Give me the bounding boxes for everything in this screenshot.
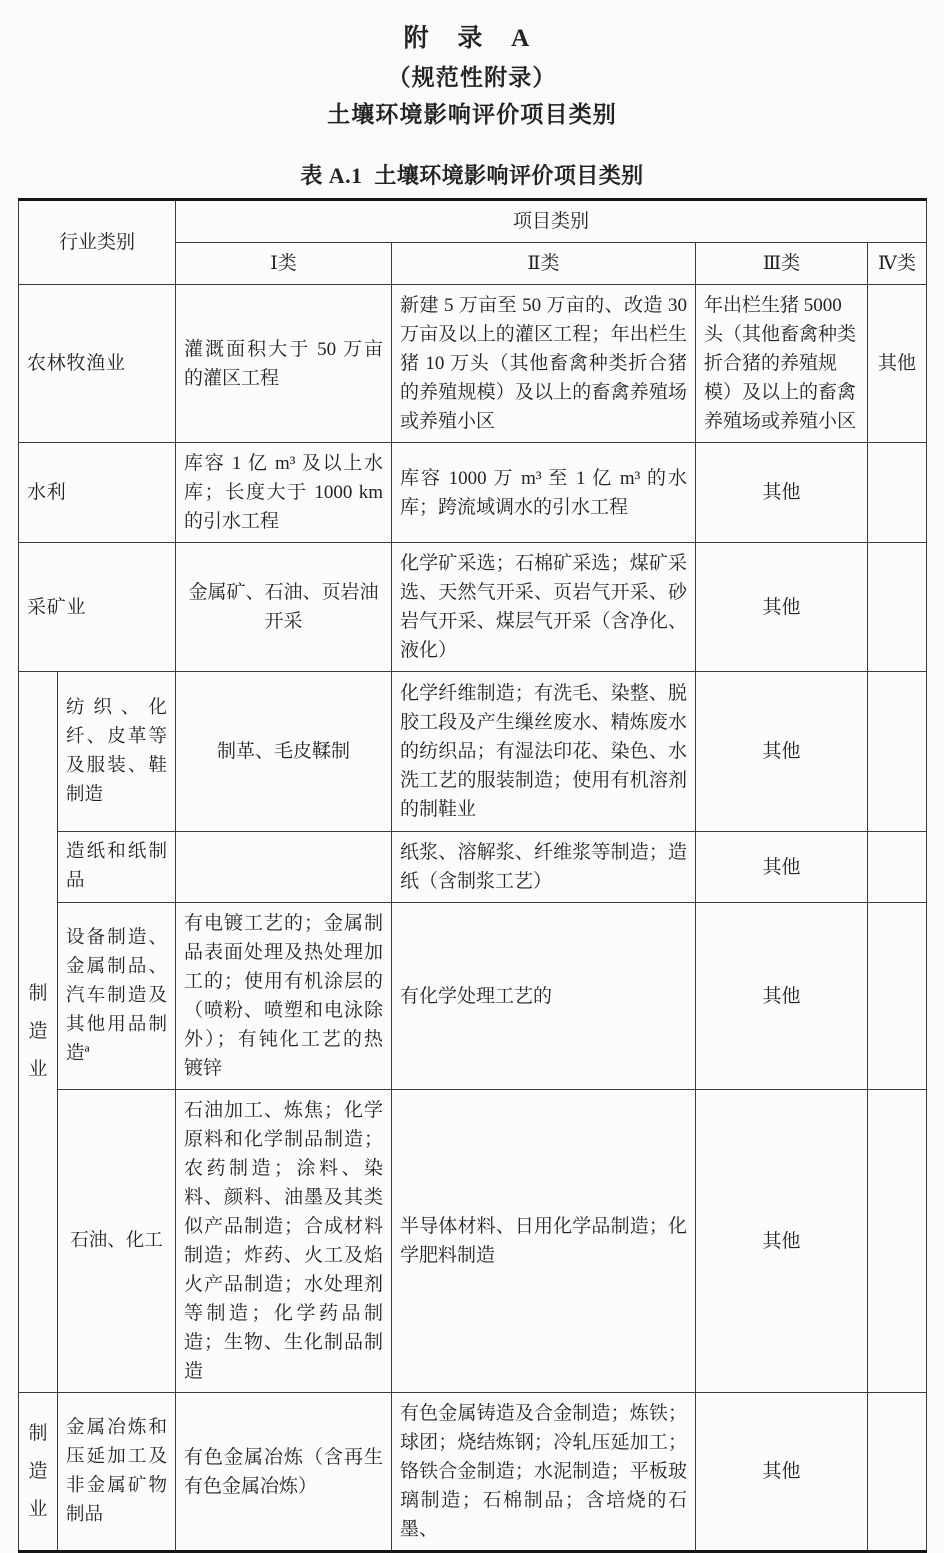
industry-mining: 采矿业 bbox=[19, 543, 176, 672]
petrochemical-class1-cell: 石油加工、炼焦；化学原料和化学制品制造；农药制造；涂料、染料、颜料、油墨及其类似产品制造；合成材料制造；炸药、火工及焰火产品制造；水处理剂等制造；化学药品制造；生物、生化制品制造 bbox=[176, 1090, 392, 1393]
textile-class1-cell: 制革、毛皮鞣制 bbox=[176, 672, 392, 832]
header-class-2: Ⅱ类 bbox=[392, 243, 696, 285]
mining-class4-cell bbox=[868, 543, 927, 672]
table-row-textile bbox=[19, 672, 927, 832]
textile-class2-cell: 化学纤维制造；有洗毛、染整、脱胶工段及产生缫丝废水、精炼废水的纺织品；有湿法印花、染色、水洗工艺的服装制造；使用有机溶剂的制鞋业 bbox=[392, 672, 696, 832]
water-class1-cell: 库容 1 亿 m³ 及以上水库；长度大于 1000 km 的引水工程 bbox=[176, 443, 392, 543]
metals-class1-cell: 有色金属冶炼（含再生有色金属冶炼） bbox=[176, 1393, 392, 1552]
table-row-metals bbox=[19, 1393, 927, 1552]
mining-class1-cell: 金属矿、石油、页岩油开采 bbox=[176, 543, 392, 672]
category-textile: 纺织、化纤、皮革等及服装、鞋制造 bbox=[58, 672, 176, 832]
table-row-water bbox=[19, 443, 927, 543]
category-paper: 造纸和纸制品 bbox=[58, 832, 176, 903]
metals-class4-cell bbox=[868, 1393, 927, 1552]
header-class-4: Ⅳ类 bbox=[868, 243, 927, 285]
petrochemical-class2-cell: 半导体材料、日用化学品制造；化学肥料制造 bbox=[392, 1090, 696, 1393]
appendix-title-block bbox=[18, 18, 926, 129]
industry-group-manufacturing-1 bbox=[19, 672, 58, 1393]
equipment-class3-cell: 其他 bbox=[696, 903, 868, 1090]
industry-agriculture: 农林牧渔业 bbox=[19, 285, 176, 443]
textile-class3-cell: 其他 bbox=[696, 672, 868, 832]
water-class4-cell bbox=[868, 443, 927, 543]
table-caption: 表 A.1 土壤环境影响评价项目类别 bbox=[300, 163, 644, 188]
metals-class2-cell: 有色金属铸造及合金制造；炼铁；球团；烧结炼钢；冷轧压延加工；铬铁合金制造；水泥制造；平板玻璃制造；石棉制品；含培烧的石墨、 bbox=[392, 1393, 696, 1552]
header-class-3: Ⅲ类 bbox=[696, 243, 868, 285]
appendix-subtitle: （规范性附录） bbox=[387, 65, 557, 90]
table-row-equipment bbox=[19, 903, 927, 1090]
paper-class2-cell: 纸浆、溶解浆、纤维浆等制造；造纸（含制浆工艺） bbox=[392, 832, 696, 903]
table-row-petrochemical bbox=[19, 1090, 927, 1393]
textile-class4-cell bbox=[868, 672, 927, 832]
header-project-category: 项目类别 bbox=[176, 200, 927, 243]
category-equipment: 设备制造、金属制品、汽车制造及其他用品制造ª bbox=[58, 903, 176, 1090]
category-metals: 金属冶炼和压延加工及非金属矿物制品 bbox=[58, 1393, 176, 1552]
petrochemical-class3-cell: 其他 bbox=[696, 1090, 868, 1393]
appendix-title: 附 录 A bbox=[403, 25, 541, 52]
agriculture-class4-cell: 其他 bbox=[868, 285, 927, 443]
equipment-class2-cell: 有化学处理工艺的 bbox=[392, 903, 696, 1090]
appendix-heading: 土壤环境影响评价项目类别 bbox=[327, 102, 617, 127]
soil-eia-category-table bbox=[18, 198, 927, 1553]
manufacturing-vertical-label: 制造业 bbox=[28, 1422, 48, 1520]
table-row-paper bbox=[19, 832, 927, 903]
paper-class4-cell bbox=[868, 832, 927, 903]
equipment-class4-cell bbox=[868, 903, 927, 1090]
paper-class1-cell bbox=[176, 832, 392, 903]
manufacturing-vertical-label: 制造业 bbox=[28, 983, 48, 1080]
header-row-1 bbox=[19, 200, 927, 243]
table-row-mining bbox=[19, 543, 927, 672]
header-industry-category: 行业类别 bbox=[19, 200, 176, 285]
metals-class3-cell: 其他 bbox=[696, 1393, 868, 1552]
industry-group-manufacturing-2 bbox=[19, 1393, 58, 1552]
table-row-agriculture bbox=[19, 285, 927, 443]
paper-class3-cell: 其他 bbox=[696, 832, 868, 903]
category-petrochemical: 石油、化工 bbox=[58, 1090, 176, 1393]
mining-class3-cell: 其他 bbox=[696, 543, 868, 672]
water-class3-cell: 其他 bbox=[696, 443, 868, 543]
mining-class2-cell: 化学矿采选；石棉矿采选；煤矿采选、天然气开采、页岩气开采、砂岩气开采、煤层气开采（含净化、液化） bbox=[392, 543, 696, 672]
agriculture-class1-cell: 灌溉面积大于 50 万亩的灌区工程 bbox=[176, 285, 392, 443]
equipment-class1-cell: 有电镀工艺的；金属制品表面处理及热处理加工的；使用有机涂层的（喷粉、喷塑和电泳除外）；有钝化工艺的热镀锌 bbox=[176, 903, 392, 1090]
agriculture-class3-cell: 年出栏生猪 5000 头（其他畜禽种类折合猪的养殖规模）及以上的畜禽养殖场或养殖小区 bbox=[696, 285, 868, 443]
petrochemical-class4-cell bbox=[868, 1090, 927, 1393]
water-class2-cell: 库容 1000 万 m³ 至 1 亿 m³ 的水库；跨流域调水的引水工程 bbox=[392, 443, 696, 543]
industry-water: 水利 bbox=[19, 443, 176, 543]
header-class-1: Ⅰ类 bbox=[176, 243, 392, 285]
agriculture-class2-cell: 新建 5 万亩至 50 万亩的、改造 30 万亩及以上的灌区工程；年出栏生猪 10 万头（其他畜禽种类折合猪的养殖规模）及以上的畜禽养殖场或养殖小区 bbox=[392, 285, 696, 443]
